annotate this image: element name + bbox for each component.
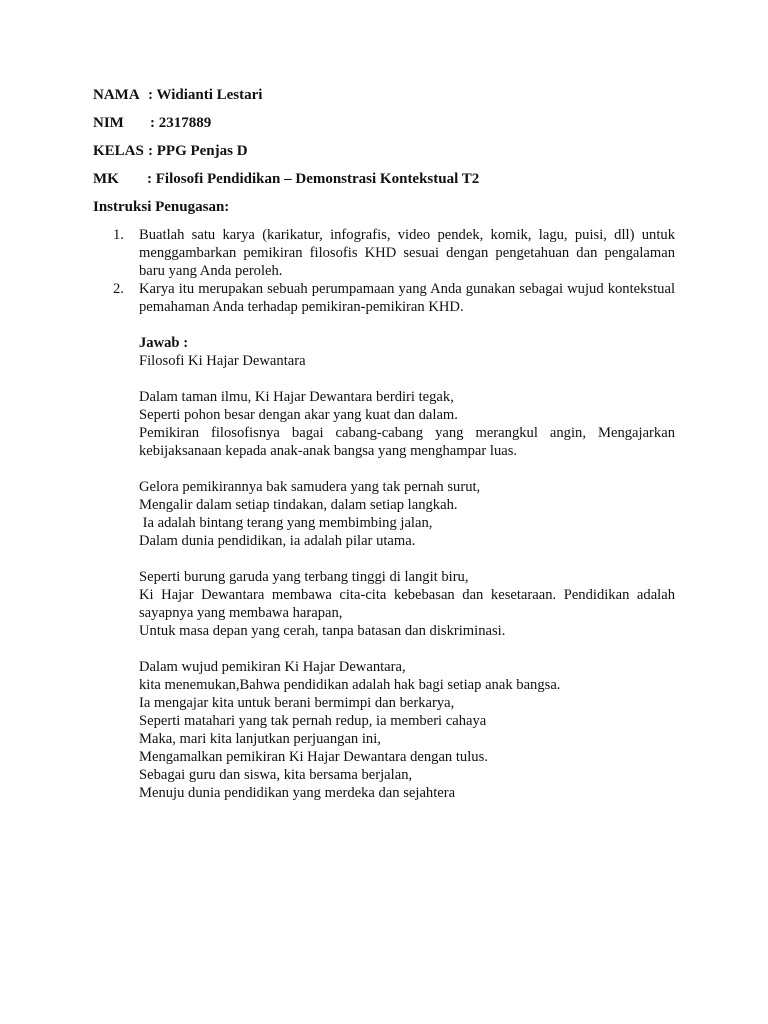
list-item [113, 280, 675, 316]
poem-line: Ia adalah bintang terang yang membimbing jalan, [139, 515, 433, 531]
poem-line: Sebagai guru dan siswa, kita bersama berjalan, [139, 767, 413, 783]
poem-line: Dalam taman ilmu, Ki Hajar Dewantara berdiri tegak, [139, 389, 454, 405]
poem-line: Ia mengajar kita untuk berani bermimpi dan berkarya, [139, 695, 455, 711]
poem-line: Dalam wujud pemikiran Ki Hajar Dewantara, [139, 659, 406, 675]
poem-stanza-1 [139, 388, 675, 460]
instruction-list [113, 226, 675, 316]
list-item-number: 2. [113, 281, 124, 297]
poem-line: Seperti matahari yang tak pernah redup, ia memberi cahaya [139, 713, 487, 729]
poem-line: Maka, mari kita lanjutkan perjuangan ini, [139, 731, 381, 747]
poem-stanza-4 [139, 658, 675, 802]
poem-title: Filosofi Ki Hajar Dewantara [139, 353, 306, 369]
nim-row [93, 115, 212, 132]
nama-row [93, 87, 263, 104]
nim-label: NIM [93, 115, 124, 131]
poem-line: kita menemukan,Bahwa pendidikan adalah hak bagi setiap anak bangsa. [139, 677, 561, 693]
poem-line: Seperti burung garuda yang terbang tinggi di langit biru, [139, 569, 469, 585]
nama-label: NAMA [93, 87, 140, 103]
poem-line: Menuju dunia pendidikan yang merdeka dan sejahtera [139, 785, 456, 801]
poem-stanza-3 [139, 568, 675, 640]
kelas-row [93, 143, 248, 160]
instruksi-heading: Instruksi Penugasan: [93, 199, 230, 215]
list-item-text: Karya itu merupakan sebuah perumpamaan yang Anda gunakan sebagai wujud kontekstual pemahaman Anda terhadap pemikiran-pemikiran KHD. [139, 281, 675, 315]
mk-row [93, 171, 480, 188]
answer-label: Jawab : [139, 335, 189, 351]
poem-line: Mengalir dalam setiap tindakan, dalam setiap langkah. [139, 497, 458, 513]
list-item [113, 226, 675, 280]
poem-line: Untuk masa depan yang cerah, tanpa batasan dan diskriminasi. [139, 623, 506, 639]
poem-line: Mengamalkan pemikiran Ki Hajar Dewantara dengan tulus. [139, 749, 488, 765]
nama-value: : Widianti Lestari [148, 87, 263, 103]
poem-line: Pemikiran filosofisnya bagai cabang-cabang yang merangkul angin, Mengajarkan kebijaksanaan kepada anak-anak bangsa yang menghampar luas. [139, 425, 675, 459]
kelas-label: KELAS [93, 143, 144, 159]
nim-value: : 2317889 [150, 115, 212, 131]
list-item-text: Buatlah satu karya (karikatur, infografis, video pendek, komik, lagu, puisi, dll) untuk menggambarkan pemikiran filosofis KHD sesuai dengan pengetahuan dan pengalaman baru yang Anda peroleh. [139, 227, 675, 279]
mk-label: MK [93, 171, 119, 187]
poem-line: Seperti pohon besar dengan akar yang kuat dan dalam. [139, 407, 458, 423]
answer-section [139, 334, 675, 802]
poem-line: Gelora pemikirannya bak samudera yang tak pernah surut, [139, 479, 481, 495]
poem-line: Ki Hajar Dewantara membawa cita-cita kebebasan dan kesetaraan. Pendidikan adalah sayapnya yang membawa harapan, [139, 587, 675, 621]
list-item-number: 1. [113, 227, 124, 243]
mk-value: : Filosofi Pendidikan – Demonstrasi Kontekstual T2 [147, 171, 480, 187]
poem-line: Dalam dunia pendidikan, ia adalah pilar utama. [139, 533, 416, 549]
kelas-value: : PPG Penjas D [148, 143, 248, 159]
poem-stanza-2 [139, 478, 675, 550]
